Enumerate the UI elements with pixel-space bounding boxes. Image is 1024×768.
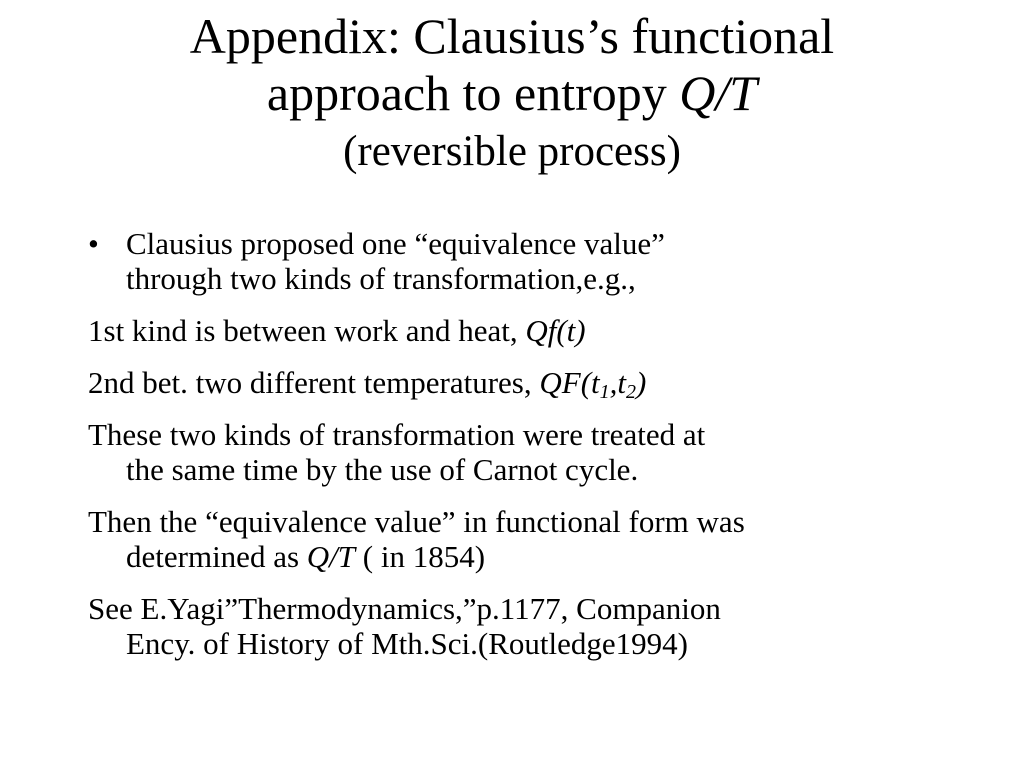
- p3-math-c: ): [636, 365, 647, 400]
- p3-subscript-2: 2: [626, 381, 637, 403]
- slide-title: [60, 8, 964, 177]
- p5-math: Q/T: [306, 539, 356, 574]
- p6-line-1: See E.Yagi”Thermodynamics,”p.1177, Companion: [88, 591, 721, 626]
- p3-math-b: ,t: [609, 365, 627, 400]
- p2-math: Qf(t): [525, 313, 586, 348]
- p3-subscript-1: 1: [599, 381, 610, 403]
- bullet-icon: •: [88, 226, 99, 261]
- title-subtitle: (reversible process): [343, 128, 681, 175]
- p4-line-2: the same time by the use of Carnot cycle.: [126, 452, 639, 487]
- title-line-2-text: approach to entropy: [266, 65, 680, 121]
- p1-line-1: Clausius proposed one “equivalence value”: [126, 226, 665, 261]
- p3-math: [539, 365, 647, 403]
- p5-line-2-pre: determined as: [126, 539, 307, 574]
- p1-line-2: through two kinds of transformation,e.g.,: [126, 261, 636, 296]
- title-line-1: Appendix: Clausius’s functional: [189, 8, 835, 64]
- paragraph-first-kind: [88, 313, 968, 348]
- paragraph-clausius-proposal: [88, 226, 968, 296]
- title-math-q-over-t: Q/T: [679, 65, 758, 121]
- p3-math-a: QF(t: [539, 365, 600, 400]
- slide-body: [88, 226, 968, 678]
- p4-line-1: These two kinds of transformation were treated at: [88, 417, 706, 452]
- paragraph-equivalence-value: [88, 504, 968, 574]
- title-line-2: [60, 65, 964, 122]
- paragraph-second-kind: [88, 365, 968, 403]
- p5-line-2-post: ( in 1854): [355, 539, 486, 574]
- p3-text: 2nd bet. two different temperatures,: [88, 365, 540, 400]
- p2-text: 1st kind is between work and heat,: [88, 313, 526, 348]
- paragraph-reference: [88, 591, 968, 661]
- p6-line-2: Ency. of History of Mth.Sci.(Routledge1994): [126, 626, 688, 661]
- p5-line-1: Then the “equivalence value” in functional form was: [88, 504, 745, 539]
- paragraph-carnot: [88, 417, 968, 487]
